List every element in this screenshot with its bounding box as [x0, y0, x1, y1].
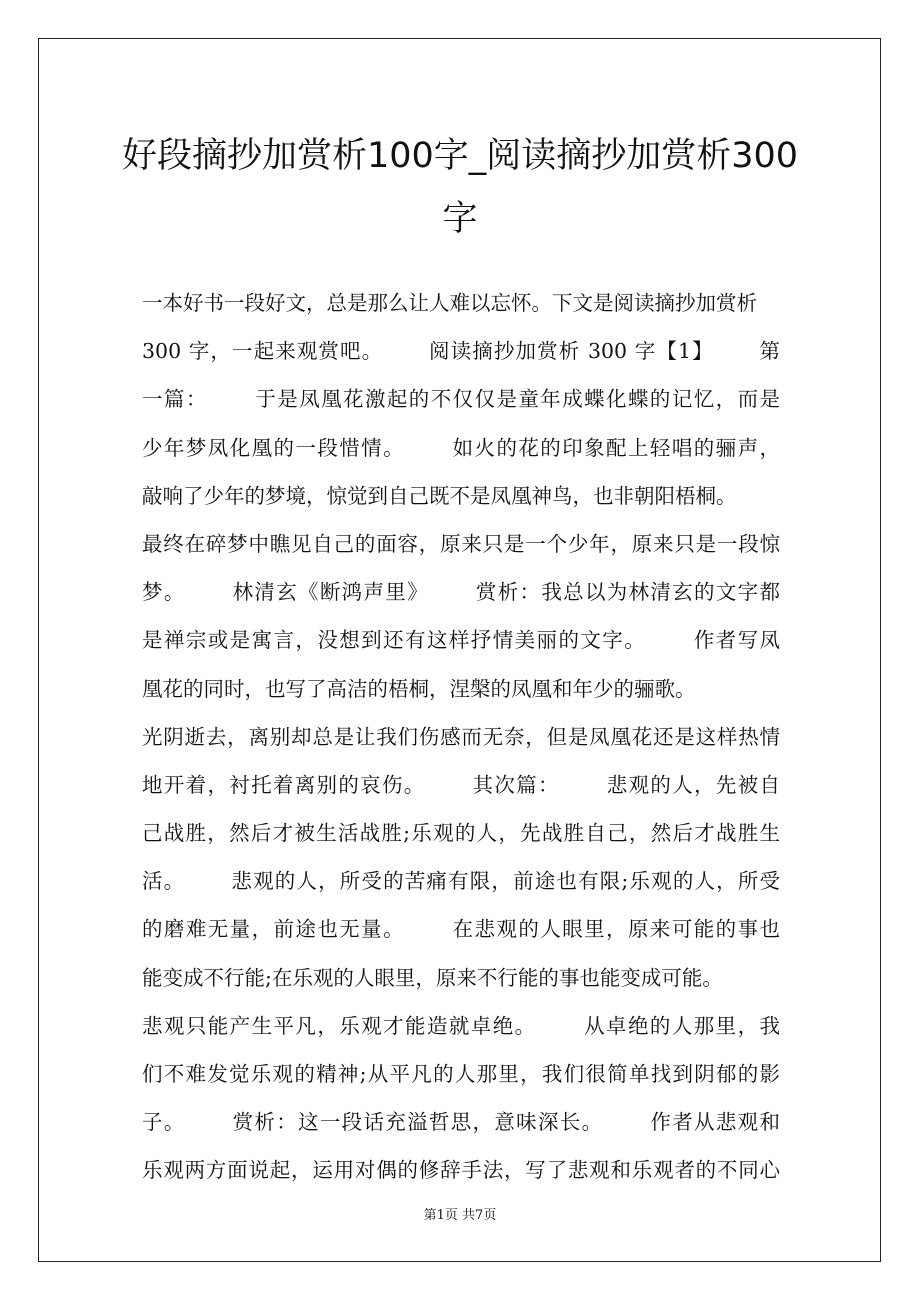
body-line: 300 字，一起来观赏吧。 阅读摘抄加赏析 300 字【1】 第 — [142, 339, 780, 364]
body-line: 子。 赏析：这一段话充溢哲思，意味深长。 作者从悲观和 — [142, 1110, 780, 1135]
body-line: 敲响了少年的梦境，惊觉到自己既不是凤凰神鸟，也非朝阳梧桐。 — [142, 483, 737, 508]
document-body — [142, 282, 780, 1198]
body-line: 悲观只能产生平凡，乐观才能造就卓绝。 从卓绝的人那里，我 — [142, 1013, 780, 1038]
body-line: 们不难发觉乐观的精神;从平凡的人那里，我们很简单找到阴郁的影 — [142, 1062, 780, 1086]
body-line: 乐观两方面说起，运用对偶的修辞手法，写了悲观和乐观者的不同心 — [142, 1158, 780, 1183]
body-line: 光阴逝去，离别却总是让我们伤感而无奈，但是凤凰花还是这样热情 — [142, 724, 780, 749]
title-line: 好段摘抄加赏析100字_阅读摘抄加赏析300 — [121, 136, 799, 176]
body-line: 是禅宗或是寓言，没想到还有这样抒情美丽的文字。 作者写凤 — [142, 628, 780, 653]
title-line: 字 — [442, 199, 478, 239]
body-line: 活。 悲观的人，所受的苦痛有限，前途也有限;乐观的人，所受 — [142, 869, 780, 894]
body-line: 最终在碎梦中瞧见自己的面容，原来只是一个少年，原来只是一段惊 — [142, 531, 780, 556]
body-line: 凰花的同时，也写了高洁的梧桐，涅槃的凤凰和年少的骊歌。 — [142, 676, 696, 701]
page-footer: 第1页 共7页 — [423, 1208, 497, 1223]
body-line: 己战胜，然后才被生活战胜;乐观的人，先战胜自己，然后才战胜生 — [142, 821, 780, 846]
body-line: 梦。 林清玄《断鸿声里》 赏析：我总以为林清玄的文字都 — [142, 580, 780, 605]
body-line: 地开着，衬托着离别的哀伤。 其次篇： 悲观的人，先被自 — [142, 772, 780, 797]
body-line: 少年梦凤化凰的一段惜情。 如火的花的印象配上轻唱的骊声， — [142, 435, 780, 460]
body-line: 的磨难无量，前途也无量。 在悲观的人眼里，原来可能的事也 — [142, 917, 780, 942]
body-line: 一本好书一段好文，总是那么让人难以忘怀。下文是阅读摘抄加赏析 — [142, 291, 757, 315]
document-title — [120, 125, 800, 251]
body-line: 能变成不行能;在乐观的人眼里，原来不行能的事也能变成可能。 — [142, 965, 723, 990]
body-line: 一篇： 于是凤凰花激起的不仅仅是童年成蝶化蝶的记忆，而是 — [142, 387, 780, 412]
